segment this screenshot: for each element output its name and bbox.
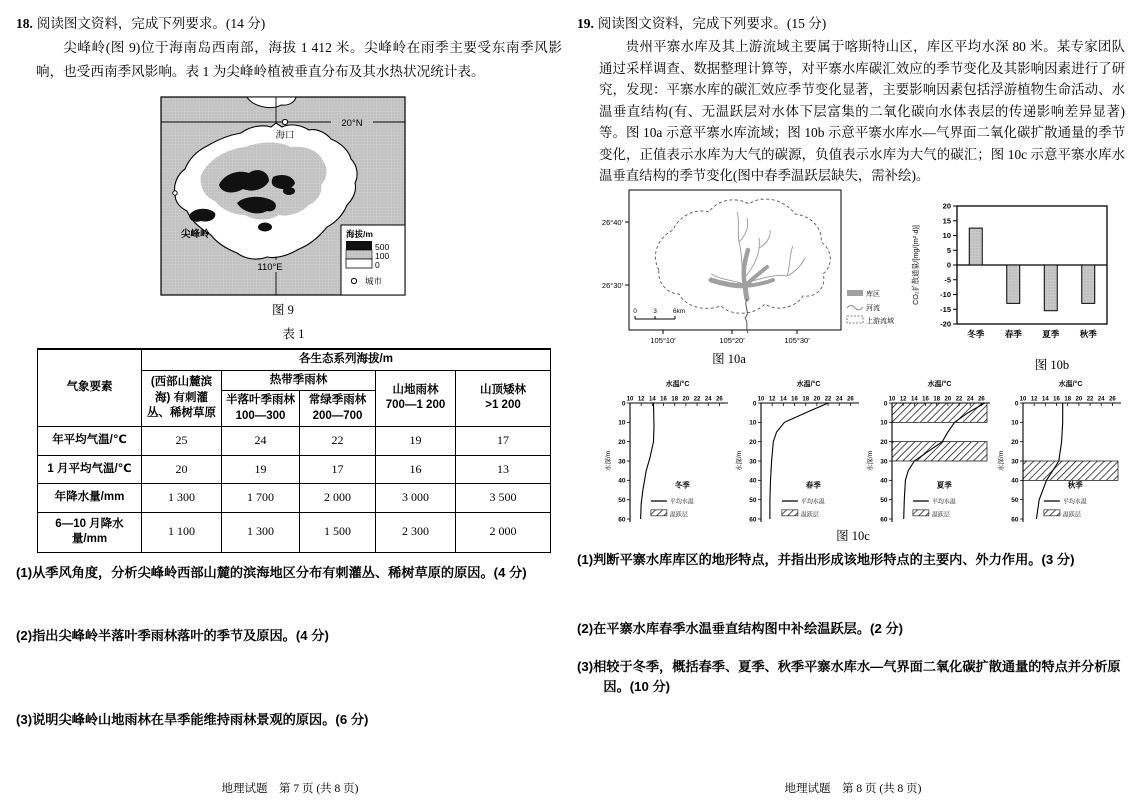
fig10c-panel-冬季 [603, 378, 732, 526]
q18-intro: 尖峰岭(图 9)位于海南岛西南部，海拔 1 412 米。尖峰岭在雨季主要受东南季风影响，也受西南季风影响。表 1 为尖峰岭植被垂直分布及其水热状况统计表。 [36, 40, 562, 79]
svg-text:26: 26 [1109, 396, 1116, 403]
page-footer-right: 地理试题 第 8 页 (共 8 页) [784, 783, 922, 795]
row1-v4: 13 [456, 455, 551, 484]
svg-text:50: 50 [618, 496, 626, 504]
svg-text:24: 24 [966, 396, 974, 403]
svg-text:24: 24 [835, 396, 843, 403]
q18-header [16, 14, 564, 34]
legend-reservoir-swatch [847, 290, 863, 296]
row3-v4: 2 000 [456, 512, 551, 552]
lat-label-2630: 26°30′ [601, 281, 623, 290]
svg-text:0: 0 [752, 400, 757, 408]
th-eco-series: 各生态系列海拔/m [142, 349, 551, 370]
th-col4-range: 700—1 200 [385, 399, 446, 412]
legend-swatch-0 [346, 259, 372, 268]
svg-text:10: 10 [757, 396, 765, 403]
svg-text:16: 16 [791, 396, 798, 403]
svg-text:20: 20 [813, 396, 821, 403]
legend-reservoir: 库区 [866, 291, 880, 298]
svg-text:20: 20 [618, 438, 626, 446]
lon-label-10530: 105°30′ [784, 336, 810, 345]
svg-text:30: 30 [1011, 458, 1019, 466]
fig9-caption: 图 9 [272, 303, 294, 317]
fig9-map [161, 97, 405, 295]
fig10c-caption: 图 10c [836, 529, 870, 543]
fig10b-block [907, 200, 1131, 373]
svg-text:平均水温: 平均水温 [1062, 499, 1087, 506]
svg-text:10: 10 [626, 396, 634, 403]
svg-text:0: 0 [946, 260, 951, 270]
scale-3: 3 [653, 308, 657, 315]
svg-text:14: 14 [649, 396, 656, 403]
svg-text:30: 30 [618, 458, 626, 466]
svg-text:0: 0 [621, 400, 626, 408]
svg-text:50: 50 [880, 496, 888, 504]
svg-text:22: 22 [955, 396, 963, 403]
row3-v2: 1 500 [300, 512, 376, 552]
lon-label-10520: 105°20′ [719, 336, 745, 345]
svg-text:秋季: 秋季 [1067, 480, 1083, 490]
svg-text:26: 26 [978, 396, 985, 403]
row3-label: 6—10 月降水量/mm [38, 512, 142, 552]
page-footer-left: 地理试题 第 7 页 (共 8 页) [221, 783, 359, 795]
fig10a-svg [599, 186, 903, 346]
svg-text:18: 18 [1064, 396, 1072, 403]
svg-text:40: 40 [1011, 477, 1019, 485]
q19-sub2: (2)在平寨水库春季水温垂直结构图中补绘温跃层。(2 分) [577, 621, 904, 636]
svg-text:20: 20 [944, 396, 952, 403]
row0-v3: 19 [376, 427, 456, 456]
svg-text:14: 14 [780, 396, 787, 403]
th-col2 [222, 391, 300, 427]
svg-text:14: 14 [1042, 396, 1049, 403]
svg-text:22: 22 [824, 396, 832, 403]
svg-text:50: 50 [749, 496, 757, 504]
thermocline-band [892, 403, 987, 422]
svg-text:20: 20 [749, 438, 757, 446]
svg-text:-20: -20 [940, 319, 951, 329]
q19-intro: 贵州平寨水库及其上游流域主要属于喀斯特山区，库区平均水深 80 米。某专家团队通过采样调查、数据整理计算等，对平寨水库碳汇效应的季节变化及其影响因素进行了研究，发现：平寨水库的碳汇效应季节变化显著，主要影响因素包括浮游植物生命活动、水温垂直结构(有、无温跃层对水体下层富集的二氧化碳向水体表层的传递影响差异显著)等。图 10a 示意平寨水库流域；图 10b 示意平寨水库水—气界面二氧化碳扩散通量的季节变化，正值表示水库为大气的碳源，负值表示水库为大气的碳汇；图 10c 示意平寨水库水温垂直结构的季节变化(图中春季温跃层缺失，需补绘)。 [599, 39, 1125, 183]
svg-text:22: 22 [1086, 396, 1094, 403]
th-col2-name: 半落叶季雨林 [226, 394, 295, 406]
fig10b-chart [907, 200, 1131, 357]
bar-夏季 [1044, 265, 1057, 311]
scale-6km: 6km [672, 308, 686, 315]
svg-text:18: 18 [802, 396, 810, 403]
legend-title: 海拔/m [346, 229, 373, 239]
row2-v4: 3 500 [456, 484, 551, 513]
map-frame [629, 190, 841, 330]
table1-caption: 表 1 [282, 327, 305, 341]
svg-text:水温/°C: 水温/°C [927, 381, 952, 388]
svg-text:CO₂扩散通量/[mg/(m²·d)]: CO₂扩散通量/[mg/(m²·d)] [911, 225, 920, 305]
svg-text:12: 12 [1030, 396, 1038, 403]
legend-swatch-500 [346, 241, 372, 250]
row1-v0: 20 [142, 455, 222, 484]
legend-100: 100 [375, 251, 390, 261]
row3-v1: 1 300 [222, 512, 300, 552]
fig9-legend [341, 225, 405, 295]
row1-v1: 19 [222, 455, 300, 484]
fig10a-map [599, 186, 911, 367]
q19-header [577, 14, 1129, 34]
svg-text:50: 50 [1011, 496, 1019, 504]
lat-label-2640: 26°40′ [601, 218, 623, 227]
th-col4 [376, 370, 456, 427]
q18-sub2: (2)指出尖峰岭半落叶季雨林落叶的季节及原因。(4 分) [16, 628, 329, 643]
row1-label: 1 月平均气温/℃ [38, 455, 142, 484]
svg-text:夏季: 夏季 [1042, 329, 1060, 339]
th-col4-name: 山地雨林 [392, 383, 439, 396]
svg-text:0: 0 [883, 400, 888, 408]
row1-v3: 16 [376, 455, 456, 484]
svg-text:10: 10 [749, 419, 757, 427]
row0-v4: 17 [456, 427, 551, 456]
row0-v1: 24 [222, 427, 300, 456]
row0-label: 年平均气温/℃ [38, 427, 142, 456]
thermocline-band [1023, 461, 1118, 480]
row3-v3: 2 300 [376, 512, 456, 552]
svg-text:-5: -5 [944, 275, 951, 285]
svg-text:16: 16 [1053, 396, 1060, 403]
svg-text:温跃层: 温跃层 [931, 512, 950, 519]
q18-number: 18. [16, 16, 33, 31]
legend-0: 0 [375, 260, 380, 270]
svg-text:平均水温: 平均水温 [800, 499, 825, 506]
svg-text:平均水温: 平均水温 [931, 499, 956, 506]
svg-text:10: 10 [1019, 396, 1027, 403]
legend-city: 城市 [365, 276, 383, 286]
svg-text:冬季: 冬季 [967, 329, 985, 339]
row2-v1: 1 700 [222, 484, 300, 513]
svg-text:18: 18 [671, 396, 679, 403]
fig10c-panels [603, 378, 1125, 526]
svg-text:24: 24 [1097, 396, 1105, 403]
table-row [38, 427, 551, 456]
row2-v0: 1 300 [142, 484, 222, 513]
q19-sub1: (1)判断平寨水库库区的地形特点，并指出形成该地形特点的主要内、外力作用。(3 分) [577, 552, 1075, 567]
svg-text:秋季: 秋季 [1079, 329, 1097, 339]
row2-label: 年降水量/mm [38, 484, 142, 513]
svg-text:10: 10 [1011, 419, 1019, 427]
row1-v2: 17 [300, 455, 376, 484]
svg-text:10: 10 [942, 231, 951, 241]
bar-秋季 [1082, 265, 1095, 303]
svg-text:10: 10 [618, 419, 626, 427]
svg-text:春季: 春季 [805, 480, 821, 490]
svg-text:水温/°C: 水温/°C [796, 381, 821, 388]
svg-text:-10: -10 [940, 290, 951, 300]
bar-冬季 [969, 228, 982, 265]
svg-text:0: 0 [1014, 400, 1019, 408]
th-col5-range: >1 200 [485, 399, 521, 412]
svg-text:60: 60 [749, 516, 757, 524]
fig10c-panel-春季 [734, 378, 863, 526]
svg-text:24: 24 [704, 396, 712, 403]
scale-0: 0 [633, 308, 637, 315]
row2-v3: 3 000 [376, 484, 456, 513]
thermocline-band [892, 442, 987, 461]
svg-text:15: 15 [942, 216, 951, 226]
th-col1: (西部山麓滨海) 有刺灌丛、稀树草原 [142, 370, 222, 427]
svg-text:水深/m: 水深/m [605, 450, 612, 472]
svg-text:水深/m: 水深/m [736, 450, 743, 472]
th-col2-range: 100—300 [235, 409, 286, 422]
svg-text:温跃层: 温跃层 [1062, 512, 1081, 519]
q19-header-text: 阅读图文资料，完成下列要求。(15 分) [597, 16, 827, 31]
row3-v0: 1 100 [142, 512, 222, 552]
svg-text:20: 20 [1011, 438, 1019, 446]
svg-text:20: 20 [942, 201, 951, 211]
city-marker-west [173, 191, 177, 195]
row2-v2: 2 000 [300, 484, 376, 513]
legend-upstream: 上游流域 [866, 318, 894, 325]
svg-text:14: 14 [911, 396, 918, 403]
svg-text:60: 60 [618, 516, 626, 524]
row0-v0: 25 [142, 427, 222, 456]
fig9-svg [161, 97, 405, 295]
haikou-label: 海口 [275, 130, 295, 141]
svg-text:水温/°C: 水温/°C [1058, 381, 1083, 388]
fig10a-legend [847, 289, 894, 325]
fig10b-svg [907, 200, 1131, 352]
th-weather-element: 气象要素 [38, 349, 142, 427]
svg-text:12: 12 [637, 396, 645, 403]
fig10c-panel-秋季 [996, 378, 1125, 526]
legend-river-swatch [847, 306, 863, 310]
svg-text:16: 16 [922, 396, 929, 403]
svg-text:春季: 春季 [1004, 329, 1022, 339]
svg-text:12: 12 [768, 396, 776, 403]
q19-number: 19. [577, 16, 594, 31]
lat-20n-label: 20°N [341, 118, 363, 129]
elevation-100m-patch-ne [302, 153, 320, 163]
legend-city-icon [351, 278, 356, 283]
fig10a-caption: 图 10a [712, 352, 746, 366]
q18-sub1: (1)从季风角度，分析尖峰岭西部山麓的滨海地区分布有刺灌丛、稀树草原的原因。(4 分) [16, 565, 527, 580]
svg-text:40: 40 [880, 477, 888, 485]
legend-upstream-swatch [847, 316, 863, 323]
svg-text:26: 26 [847, 396, 854, 403]
row0-v2: 22 [300, 427, 376, 456]
legend-500: 500 [375, 242, 390, 252]
legend-swatch-100 [346, 250, 372, 259]
svg-text:温跃层: 温跃层 [800, 512, 819, 519]
svg-text:冬季: 冬季 [674, 480, 690, 490]
svg-text:18: 18 [933, 396, 941, 403]
th-col3-range: 200—700 [312, 409, 363, 422]
th-col5-name: 山顶矮林 [480, 383, 526, 396]
svg-text:16: 16 [660, 396, 667, 403]
svg-text:10: 10 [888, 396, 896, 403]
svg-text:温跃层: 温跃层 [669, 512, 688, 519]
bar-春季 [1007, 265, 1020, 303]
svg-text:12: 12 [899, 396, 907, 403]
th-col3-name: 常绿季雨林 [308, 394, 367, 406]
svg-text:40: 40 [749, 477, 757, 485]
table1 [37, 348, 551, 553]
svg-text:水温/°C: 水温/°C [665, 381, 690, 388]
svg-text:60: 60 [880, 516, 888, 524]
svg-text:60: 60 [1011, 516, 1019, 524]
fig10c-panel-夏季 [865, 378, 994, 526]
q18-header-text: 阅读图文资料，完成下列要求。(14 分) [36, 16, 266, 31]
jianfengling-label: 尖峰岭 [181, 229, 210, 240]
svg-text:22: 22 [693, 396, 701, 403]
q19-sub3: (3)相较于冬季，概括春季、夏季、秋季平寨水库水—气界面二氧化碳扩散通量的特点并分析原因。(10 分) [577, 659, 1121, 694]
svg-text:20: 20 [682, 396, 690, 403]
svg-text:-15: -15 [940, 304, 951, 314]
svg-text:30: 30 [880, 458, 888, 466]
svg-text:20: 20 [880, 438, 888, 446]
th-col3 [300, 391, 376, 427]
svg-text:夏季: 夏季 [936, 480, 952, 490]
table-row [38, 484, 551, 513]
svg-text:平均水温: 平均水温 [669, 499, 694, 506]
city-marker-haikou [282, 119, 287, 124]
th-tropical: 热带季雨林 [222, 370, 376, 391]
table-row [38, 512, 551, 552]
th-col5 [456, 370, 551, 427]
table-row [38, 455, 551, 484]
svg-text:40: 40 [618, 477, 626, 485]
svg-text:30: 30 [749, 458, 757, 466]
svg-text:水深/m: 水深/m [867, 450, 874, 472]
svg-text:26: 26 [716, 396, 723, 403]
fig10b-caption: 图 10b [1034, 358, 1070, 372]
q18-sub3: (3)说明尖峰岭山地雨林在旱季能维持雨林景观的原因。(6 分) [16, 712, 369, 727]
svg-text:10: 10 [880, 419, 888, 427]
lon-110e-label: 110°E [257, 262, 283, 273]
lon-label-10510: 105°10′ [650, 336, 676, 345]
svg-text:水深/m: 水深/m [998, 450, 1005, 472]
svg-text:5: 5 [946, 245, 951, 255]
svg-text:20: 20 [1075, 396, 1083, 403]
legend-river: 河流 [866, 305, 880, 312]
